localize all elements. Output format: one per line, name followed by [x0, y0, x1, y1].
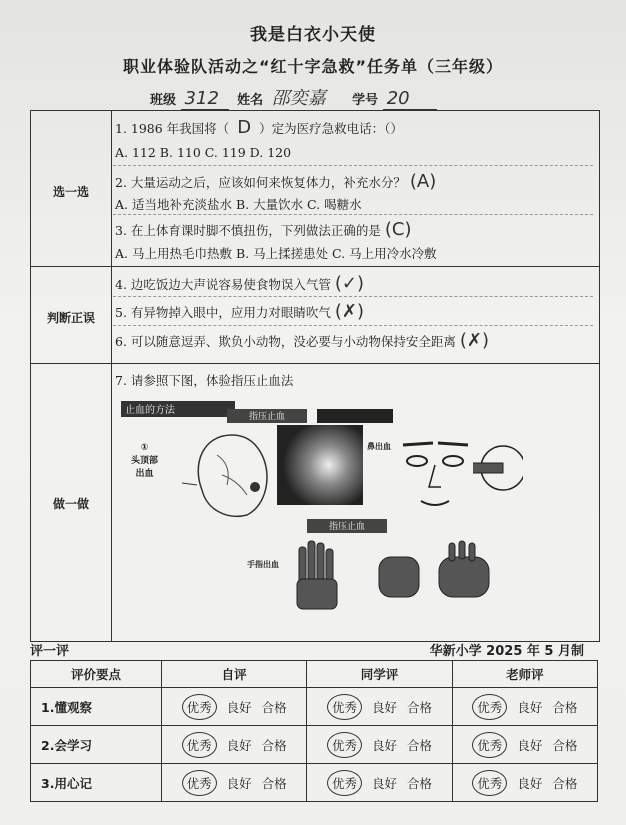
answer-1: D	[237, 117, 252, 138]
evaluation-table	[30, 660, 598, 802]
peer-rating	[307, 726, 452, 764]
caption-head-bleed: 出血	[135, 469, 154, 479]
evaluation-row	[31, 726, 598, 764]
peer-rating	[307, 764, 452, 802]
option-pass[interactable]: 合格	[261, 737, 287, 753]
question-3	[115, 219, 412, 240]
option-good[interactable]: 良好	[517, 699, 543, 715]
footer	[30, 640, 598, 658]
number-label: 学号	[352, 93, 379, 108]
class-label: 班级	[150, 93, 177, 108]
header-criteria: 评价要点	[31, 661, 162, 688]
evaluation-row	[31, 764, 598, 802]
question-1	[115, 117, 403, 138]
criteria-learn: 2.会学习	[31, 726, 162, 764]
option-pass[interactable]: 合格	[552, 737, 578, 753]
caption-nose: 鼻出血	[367, 442, 391, 451]
option-good[interactable]: 良好	[371, 699, 397, 715]
name-label: 姓名	[237, 93, 264, 108]
self-rating	[162, 688, 307, 726]
task-table	[30, 110, 600, 642]
option-excellent[interactable]: 优秀	[327, 694, 362, 720]
question-separator	[113, 296, 593, 297]
option-good[interactable]: 良好	[226, 699, 252, 715]
option-pass[interactable]: 合格	[407, 737, 433, 753]
hand-nose-drawing	[473, 433, 523, 503]
header-peer: 同学评	[307, 661, 452, 688]
answer-6: (✗)	[459, 330, 490, 351]
section-label-judge: 判断正误	[46, 311, 95, 325]
question-2	[115, 171, 436, 192]
question-3-options: A. 马上用热毛巾热敷 B. 马上揉搓患处 C. 马上用冷水冷敷	[115, 246, 437, 261]
footer-eval-label: 评一评	[30, 644, 70, 659]
caption-number: ①	[140, 443, 149, 453]
answer-3: (C)	[384, 219, 412, 240]
head-side-drawing	[177, 425, 287, 525]
number-value: 20	[383, 88, 437, 110]
question-6-text: 6. 可以随意逗弄、欺负小动物，没必要与小动物保持安全距离	[115, 334, 456, 349]
option-good[interactable]: 良好	[371, 775, 397, 791]
row-divider	[31, 363, 599, 364]
option-pass[interactable]: 合格	[261, 699, 287, 715]
caption-finger: 手指出血	[247, 560, 279, 569]
peer-rating	[307, 688, 452, 726]
question-4-text: 4. 边吃饭边大声说容易使食物误入气管	[115, 277, 331, 292]
option-excellent[interactable]: 优秀	[182, 694, 217, 720]
first-aid-illustration	[117, 393, 517, 613]
question-5-text: 5. 有异物掉入眼中，应用力对眼睛吹气	[115, 305, 331, 320]
option-good[interactable]: 良好	[226, 775, 252, 791]
column-divider	[111, 111, 112, 641]
option-pass[interactable]: 合格	[552, 775, 578, 791]
teacher-rating	[452, 726, 597, 764]
question-7: 7. 请参照下图，体验指压止血法	[115, 373, 294, 388]
answer-5: (✗)	[334, 301, 365, 322]
face-front-drawing	[393, 425, 473, 515]
ear-photo	[277, 425, 363, 505]
criteria-observe: 1.懂观察	[31, 688, 162, 726]
option-excellent[interactable]: 优秀	[472, 694, 507, 720]
option-excellent[interactable]: 优秀	[327, 770, 362, 796]
question-separator	[113, 165, 593, 166]
evaluation-row	[31, 688, 598, 726]
option-good[interactable]: 良好	[226, 737, 252, 753]
option-pass[interactable]: 合格	[261, 775, 287, 791]
question-2-options: A. 适当地补充淡盐水 B. 大量饮水 C. 喝糖水	[115, 197, 362, 212]
question-separator	[113, 214, 593, 215]
option-good[interactable]: 良好	[517, 737, 543, 753]
question-2-text: 2. 大量运动之后，应该如何来恢复体力，补充水分？	[115, 175, 406, 190]
answer-4: (✓)	[334, 273, 365, 294]
question-1-text: 1. 1986 年我国将（	[115, 121, 230, 136]
teacher-rating	[452, 688, 597, 726]
student-info	[150, 84, 437, 111]
question-6	[115, 330, 489, 351]
evaluation-header-row	[31, 661, 598, 688]
question-separator	[113, 325, 593, 326]
name-value: 邵奕嘉	[268, 84, 344, 111]
question-1-options: A. 112 B. 110 C. 119 D. 120	[115, 145, 292, 160]
question-1-tail: ）定为医疗急救电话：（）	[259, 121, 403, 136]
caption-head-top: 头顶部	[131, 456, 159, 466]
banner-bleeding-methods: 止血的方法	[121, 401, 235, 417]
hands-drawing	[289, 537, 509, 613]
option-excellent[interactable]: 优秀	[182, 770, 217, 796]
header-self: 自评	[162, 661, 307, 688]
page-subtitle: 职业体验队活动之“红十字急救”任务单（三年级）	[122, 57, 504, 76]
section-label-do: 做一做	[52, 497, 89, 511]
option-good[interactable]: 良好	[371, 737, 397, 753]
option-excellent[interactable]: 优秀	[327, 732, 362, 758]
footer-school: 华新小学 2025 年 5 月制	[429, 644, 584, 659]
banner-bar	[317, 409, 393, 423]
self-rating	[162, 726, 307, 764]
banner-pressure-1: 指压止血	[227, 409, 307, 423]
option-pass[interactable]: 合格	[407, 699, 433, 715]
header-teacher: 老师评	[452, 661, 597, 688]
option-pass[interactable]: 合格	[407, 775, 433, 791]
option-excellent[interactable]: 优秀	[472, 732, 507, 758]
question-5	[115, 301, 364, 322]
self-rating	[162, 764, 307, 802]
question-4	[115, 273, 364, 294]
section-label-choose: 选一选	[52, 185, 89, 199]
option-good[interactable]: 良好	[517, 775, 543, 791]
class-value: 312	[181, 88, 229, 110]
option-pass[interactable]: 合格	[552, 699, 578, 715]
page-title: 我是白衣小天使	[250, 25, 376, 45]
row-divider	[31, 266, 599, 267]
caption-head	[131, 443, 158, 479]
criteria-remember: 3.用心记	[31, 764, 162, 802]
question-3-text: 3. 在上体育课时脚不慎扭伤，下列做法正确的是	[115, 223, 381, 238]
option-excellent[interactable]: 优秀	[182, 732, 217, 758]
answer-2: (A)	[409, 171, 437, 192]
option-excellent[interactable]: 优秀	[472, 770, 507, 796]
banner-pressure-2: 指压止血	[307, 519, 387, 533]
teacher-rating	[452, 764, 597, 802]
